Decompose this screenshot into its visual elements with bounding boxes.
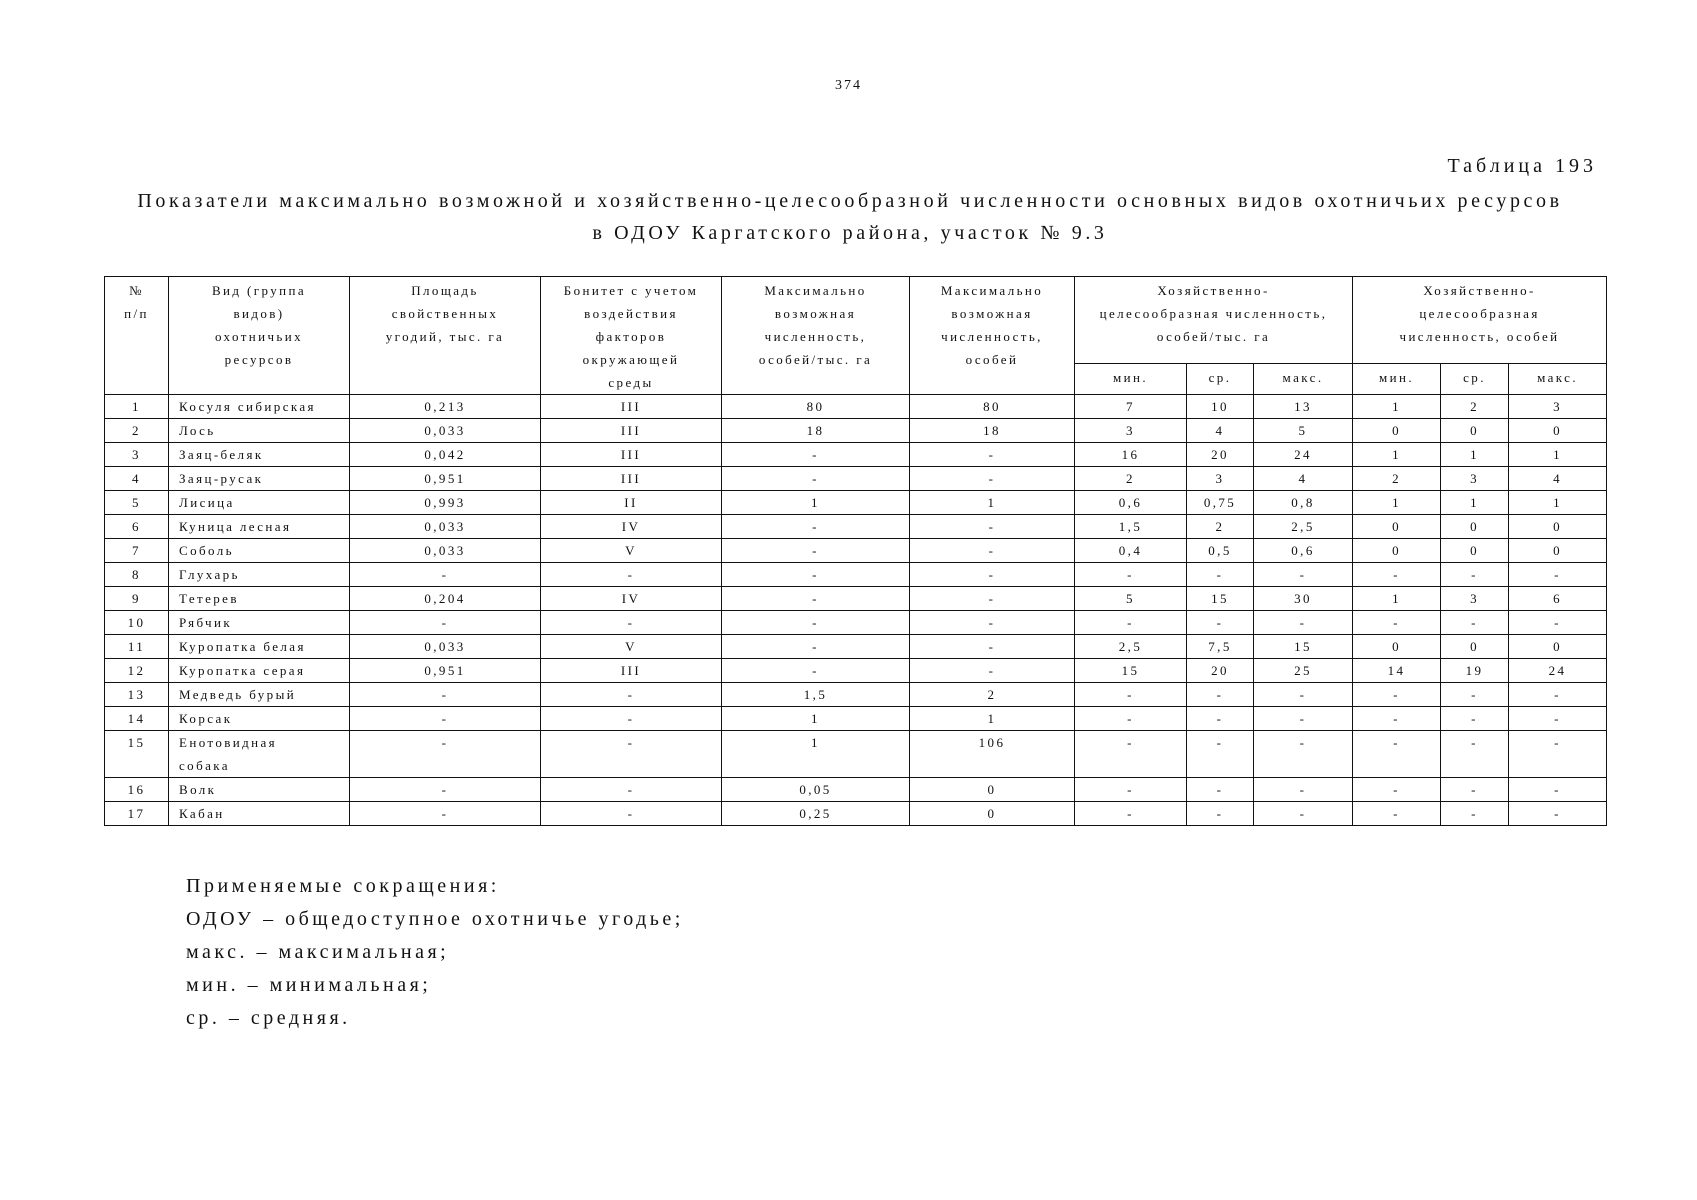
- cell-count-min: -: [1353, 563, 1441, 587]
- text-line: Площадь: [411, 283, 479, 298]
- cell-count-min: 0: [1353, 515, 1441, 539]
- notes-item: макс. – максимальная;: [186, 941, 450, 963]
- cell-density-min: -: [1075, 563, 1187, 587]
- cell-max-count: -: [910, 659, 1075, 683]
- cell-max-density: -: [722, 563, 910, 587]
- cell-count-min: 2: [1353, 467, 1441, 491]
- cell-bonitet: III: [541, 659, 722, 683]
- text-line: численность, особей: [1399, 329, 1560, 344]
- cell-max-density: 1: [722, 707, 910, 731]
- cell-density-avg: 4: [1187, 419, 1254, 443]
- text-line: ресурсов: [224, 352, 294, 367]
- cell-max-count: -: [910, 611, 1075, 635]
- cell-number: 17: [105, 802, 169, 826]
- cell-count-avg: 3: [1441, 467, 1509, 491]
- cell-max-density: -: [722, 659, 910, 683]
- table-body: [105, 395, 1607, 826]
- table-row: [105, 419, 1607, 443]
- notes-item: ОДОУ – общедоступное охотничье угодье;: [186, 908, 684, 930]
- cell-number: 9: [105, 587, 169, 611]
- text-line: Соболь: [179, 543, 234, 558]
- cell-species-name: [169, 802, 350, 826]
- cell-density-max: -: [1254, 778, 1353, 802]
- cell-density-avg: -: [1187, 707, 1254, 731]
- cell-max-density: 1: [722, 491, 910, 515]
- cell-density-min: 5: [1075, 587, 1187, 611]
- cell-density-max: 24: [1254, 443, 1353, 467]
- cell-count-min: -: [1353, 683, 1441, 707]
- cell-density-avg: -: [1187, 731, 1254, 778]
- cell-count-max: -: [1509, 707, 1607, 731]
- cell-count-avg: -: [1441, 802, 1509, 826]
- cell-count-min: 1: [1353, 491, 1441, 515]
- cell-count-avg: 0: [1441, 419, 1509, 443]
- text-line: численность,: [764, 329, 867, 344]
- cell-density-min: 2: [1075, 467, 1187, 491]
- cell-number: 1: [105, 395, 169, 419]
- cell-number: 7: [105, 539, 169, 563]
- table-row: [105, 635, 1607, 659]
- table-row: [105, 395, 1607, 419]
- cell-bonitet: -: [541, 707, 722, 731]
- cell-count-min: 0: [1353, 635, 1441, 659]
- cell-density-min: -: [1075, 802, 1187, 826]
- cell-max-count: 0: [910, 802, 1075, 826]
- cell-number: 10: [105, 611, 169, 635]
- cell-species-name: [169, 611, 350, 635]
- cell-density-min: 7: [1075, 395, 1187, 419]
- text-line: Максимально: [764, 283, 867, 298]
- table-row: [105, 683, 1607, 707]
- cell-bonitet: IV: [541, 587, 722, 611]
- table-row: [105, 563, 1607, 587]
- text-line: факторов: [595, 329, 667, 344]
- cell-area: 0,213: [350, 395, 541, 419]
- cell-species-name: [169, 563, 350, 587]
- cell-count-max: 0: [1509, 515, 1607, 539]
- cell-bonitet: -: [541, 611, 722, 635]
- cell-max-count: -: [910, 443, 1075, 467]
- cell-species-name: [169, 587, 350, 611]
- text-line: п/п: [124, 306, 149, 321]
- text-line: угодий, тыс. га: [385, 329, 505, 344]
- table-header: [105, 277, 1607, 395]
- table-label: Таблица 193: [1447, 155, 1597, 177]
- cell-bonitet: III: [541, 419, 722, 443]
- cell-bonitet: V: [541, 635, 722, 659]
- cell-bonitet: III: [541, 395, 722, 419]
- cell-density-avg: 3: [1187, 467, 1254, 491]
- cell-area: 0,951: [350, 659, 541, 683]
- table-row: [105, 778, 1607, 802]
- cell-count-avg: 1: [1441, 443, 1509, 467]
- text-line: Енотовидная: [179, 735, 278, 750]
- cell-number: 3: [105, 443, 169, 467]
- cell-density-max: 0,8: [1254, 491, 1353, 515]
- text-line: Заяц-беляк: [179, 447, 264, 462]
- cell-number: 13: [105, 683, 169, 707]
- notes-item: ср. – средняя.: [186, 1007, 351, 1029]
- subheader-count-max: макс.: [1509, 363, 1607, 394]
- text-line: воздействия: [584, 306, 678, 321]
- cell-count-avg: 0: [1441, 635, 1509, 659]
- table-row: [105, 659, 1607, 683]
- cell-density-min: 0,6: [1075, 491, 1187, 515]
- cell-max-density: -: [722, 587, 910, 611]
- table-row: [105, 491, 1607, 515]
- subheader-density-avg: ср.: [1187, 363, 1254, 394]
- cell-species-name: [169, 778, 350, 802]
- cell-density-min: 16: [1075, 443, 1187, 467]
- cell-bonitet: -: [541, 778, 722, 802]
- text-line: особей: [965, 352, 1019, 367]
- table-row: [105, 443, 1607, 467]
- table-row: [105, 515, 1607, 539]
- cell-max-count: 1: [910, 491, 1075, 515]
- cell-density-avg: -: [1187, 563, 1254, 587]
- text-line: Косуля сибирская: [179, 399, 316, 414]
- cell-density-max: -: [1254, 563, 1353, 587]
- text-line: Рябчик: [179, 615, 233, 630]
- table-row: [105, 467, 1607, 491]
- cell-species-name: [169, 395, 350, 419]
- cell-max-density: -: [722, 611, 910, 635]
- cell-density-min: -: [1075, 778, 1187, 802]
- cell-density-max: 25: [1254, 659, 1353, 683]
- cell-count-avg: 19: [1441, 659, 1509, 683]
- cell-bonitet: III: [541, 443, 722, 467]
- header-max-count: [910, 277, 1075, 395]
- cell-area: 0,033: [350, 539, 541, 563]
- cell-bonitet: V: [541, 539, 722, 563]
- cell-area: -: [350, 683, 541, 707]
- text-line: Глухарь: [179, 567, 240, 582]
- cell-count-avg: 0: [1441, 515, 1509, 539]
- cell-area: 0,033: [350, 419, 541, 443]
- text-line: численность,: [941, 329, 1043, 344]
- text-line: Куропатка белая: [179, 639, 306, 654]
- text-line: №: [129, 283, 144, 298]
- cell-count-avg: -: [1441, 707, 1509, 731]
- cell-bonitet: II: [541, 491, 722, 515]
- cell-area: -: [350, 611, 541, 635]
- cell-count-max: -: [1509, 802, 1607, 826]
- text-line: Вид (группа: [211, 283, 307, 298]
- cell-density-min: 3: [1075, 419, 1187, 443]
- header-rational-density: [1075, 277, 1353, 364]
- cell-density-max: 13: [1254, 395, 1353, 419]
- text-line: Кабан: [179, 806, 225, 821]
- cell-max-density: -: [722, 443, 910, 467]
- cell-species-name: [169, 515, 350, 539]
- cell-max-density: -: [722, 635, 910, 659]
- text-line: Корсак: [179, 711, 233, 726]
- cell-area: -: [350, 802, 541, 826]
- table-title-line-1: Показатели максимально возможной и хозяйственно-целесообразной численности основных видов охотничьих ресурсов: [137, 190, 1563, 212]
- cell-count-max: -: [1509, 778, 1607, 802]
- cell-count-avg: 2: [1441, 395, 1509, 419]
- cell-density-avg: -: [1187, 778, 1254, 802]
- cell-density-avg: 2: [1187, 515, 1254, 539]
- cell-area: -: [350, 707, 541, 731]
- cell-count-min: 1: [1353, 587, 1441, 611]
- text-line: возможная: [774, 306, 857, 321]
- cell-max-count: 1: [910, 707, 1075, 731]
- cell-density-max: -: [1254, 611, 1353, 635]
- text-line: окружающей: [582, 352, 680, 367]
- cell-area: -: [350, 778, 541, 802]
- cell-count-avg: -: [1441, 611, 1509, 635]
- table-title-line-2: в ОДОУ Каргатского района, участок № 9.3: [592, 222, 1108, 244]
- cell-count-min: 0: [1353, 419, 1441, 443]
- cell-count-max: 0: [1509, 419, 1607, 443]
- cell-number: 5: [105, 491, 169, 515]
- cell-max-count: -: [910, 587, 1075, 611]
- cell-bonitet: -: [541, 731, 722, 778]
- table-row: [105, 731, 1607, 778]
- text-line: видов): [233, 306, 285, 321]
- text-line: среды: [608, 375, 654, 390]
- cell-density-avg: 10: [1187, 395, 1254, 419]
- text-line: Хозяйственно-: [1423, 283, 1536, 298]
- text-line: Заяц-русак: [179, 471, 264, 486]
- cell-max-count: -: [910, 515, 1075, 539]
- text-line: Бонитет с учетом: [563, 283, 699, 298]
- cell-density-avg: 0,5: [1187, 539, 1254, 563]
- cell-count-max: 3: [1509, 395, 1607, 419]
- cell-density-min: 15: [1075, 659, 1187, 683]
- cell-count-max: 24: [1509, 659, 1607, 683]
- cell-density-avg: 15: [1187, 587, 1254, 611]
- cell-max-count: -: [910, 635, 1075, 659]
- cell-count-avg: -: [1441, 683, 1509, 707]
- cell-bonitet: IV: [541, 515, 722, 539]
- cell-max-density: 0,25: [722, 802, 910, 826]
- text-line: Лось: [179, 423, 216, 438]
- cell-max-density: -: [722, 539, 910, 563]
- table-row: [105, 587, 1607, 611]
- header-area: [350, 277, 541, 395]
- cell-area: 0,033: [350, 635, 541, 659]
- text-line: Хозяйственно-: [1157, 283, 1270, 298]
- notes-item: мин. – минимальная;: [186, 974, 432, 996]
- cell-species-name: [169, 491, 350, 515]
- header-rational-count: [1353, 277, 1607, 364]
- cell-count-min: -: [1353, 802, 1441, 826]
- cell-density-avg: -: [1187, 683, 1254, 707]
- cell-count-max: -: [1509, 611, 1607, 635]
- cell-density-max: -: [1254, 707, 1353, 731]
- header-bonitet: [541, 277, 722, 395]
- text-line: особей/тыс. га: [1156, 329, 1271, 344]
- cell-density-max: 5: [1254, 419, 1353, 443]
- cell-density-max: -: [1254, 683, 1353, 707]
- cell-max-density: -: [722, 515, 910, 539]
- cell-count-max: 1: [1509, 443, 1607, 467]
- text-line: охотничьих: [214, 329, 304, 344]
- page-number: 374: [835, 78, 862, 93]
- cell-area: -: [350, 731, 541, 778]
- cell-count-min: 0: [1353, 539, 1441, 563]
- table-row: [105, 802, 1607, 826]
- table-row: [105, 611, 1607, 635]
- table-title: [95, 185, 1605, 249]
- text-line: целесообразная: [1419, 306, 1540, 321]
- abbreviations-notes: [186, 870, 684, 1035]
- cell-count-max: 4: [1509, 467, 1607, 491]
- cell-density-avg: 20: [1187, 659, 1254, 683]
- cell-density-min: 1,5: [1075, 515, 1187, 539]
- cell-density-max: 0,6: [1254, 539, 1353, 563]
- cell-count-max: 6: [1509, 587, 1607, 611]
- text-line: Волк: [179, 782, 217, 797]
- cell-max-count: 2: [910, 683, 1075, 707]
- cell-count-avg: -: [1441, 778, 1509, 802]
- text-line: Куница лесная: [179, 519, 292, 534]
- cell-max-count: 18: [910, 419, 1075, 443]
- cell-density-avg: -: [1187, 802, 1254, 826]
- notes-heading: Применяемые сокращения:: [186, 875, 500, 897]
- cell-density-max: 30: [1254, 587, 1353, 611]
- cell-count-min: -: [1353, 707, 1441, 731]
- text-line: свойственных: [391, 306, 499, 321]
- cell-species-name: [169, 731, 350, 778]
- cell-density-min: 0,4: [1075, 539, 1187, 563]
- cell-count-min: 1: [1353, 395, 1441, 419]
- text-line: особей/тыс. га: [758, 352, 873, 367]
- cell-count-avg: -: [1441, 563, 1509, 587]
- cell-density-max: -: [1254, 802, 1353, 826]
- header-num: [105, 277, 169, 395]
- cell-bonitet: -: [541, 563, 722, 587]
- cell-count-max: -: [1509, 731, 1607, 778]
- cell-area: 0,042: [350, 443, 541, 467]
- cell-bonitet: -: [541, 802, 722, 826]
- cell-number: 12: [105, 659, 169, 683]
- cell-density-avg: 0,75: [1187, 491, 1254, 515]
- cell-density-max: -: [1254, 731, 1353, 778]
- cell-number: 2: [105, 419, 169, 443]
- cell-density-min: -: [1075, 707, 1187, 731]
- cell-count-avg: -: [1441, 731, 1509, 778]
- cell-density-max: 4: [1254, 467, 1353, 491]
- cell-area: 0,204: [350, 587, 541, 611]
- table-row: [105, 539, 1607, 563]
- text-line: Медведь бурый: [179, 687, 297, 702]
- text-line: Лисица: [179, 495, 235, 510]
- cell-density-avg: 7,5: [1187, 635, 1254, 659]
- cell-density-min: 2,5: [1075, 635, 1187, 659]
- cell-max-count: 106: [910, 731, 1075, 778]
- cell-density-max: 15: [1254, 635, 1353, 659]
- subheader-density-min: мин.: [1075, 363, 1187, 394]
- subheader-count-min: мин.: [1353, 363, 1441, 394]
- cell-number: 11: [105, 635, 169, 659]
- cell-density-min: -: [1075, 683, 1187, 707]
- cell-density-min: -: [1075, 731, 1187, 778]
- cell-density-min: -: [1075, 611, 1187, 635]
- header-max-density: [722, 277, 910, 395]
- cell-count-min: -: [1353, 731, 1441, 778]
- cell-density-max: 2,5: [1254, 515, 1353, 539]
- cell-max-count: -: [910, 563, 1075, 587]
- text-line: собака: [179, 758, 230, 773]
- cell-density-avg: -: [1187, 611, 1254, 635]
- cell-count-min: -: [1353, 778, 1441, 802]
- cell-count-min: 1: [1353, 443, 1441, 467]
- cell-number: 15: [105, 731, 169, 778]
- cell-bonitet: -: [541, 683, 722, 707]
- cell-species-name: [169, 539, 350, 563]
- subheader-count-avg: ср.: [1441, 363, 1509, 394]
- cell-species-name: [169, 635, 350, 659]
- cell-max-count: 80: [910, 395, 1075, 419]
- cell-max-density: 18: [722, 419, 910, 443]
- cell-count-max: 0: [1509, 539, 1607, 563]
- cell-number: 8: [105, 563, 169, 587]
- cell-area: -: [350, 563, 541, 587]
- cell-count-avg: 0: [1441, 539, 1509, 563]
- text-line: Куропатка серая: [179, 663, 306, 678]
- cell-max-density: -: [722, 467, 910, 491]
- cell-species-name: [169, 659, 350, 683]
- cell-species-name: [169, 707, 350, 731]
- cell-count-max: -: [1509, 683, 1607, 707]
- cell-number: 14: [105, 707, 169, 731]
- cell-species-name: [169, 419, 350, 443]
- cell-number: 4: [105, 467, 169, 491]
- cell-max-density: 1,5: [722, 683, 910, 707]
- table-row: [105, 707, 1607, 731]
- cell-number: 6: [105, 515, 169, 539]
- cell-area: 0,993: [350, 491, 541, 515]
- text-line: возможная: [951, 306, 1033, 321]
- cell-max-density: 0,05: [722, 778, 910, 802]
- cell-species-name: [169, 683, 350, 707]
- cell-count-max: -: [1509, 563, 1607, 587]
- text-line: Тетерев: [179, 591, 239, 606]
- cell-count-max: 0: [1509, 635, 1607, 659]
- cell-density-avg: 20: [1187, 443, 1254, 467]
- cell-count-avg: 1: [1441, 491, 1509, 515]
- cell-species-name: [169, 467, 350, 491]
- cell-max-count: -: [910, 539, 1075, 563]
- species-population-table: [104, 276, 1607, 826]
- subheader-density-max: макс.: [1254, 363, 1353, 394]
- cell-area: 0,033: [350, 515, 541, 539]
- text-line: Максимально: [940, 283, 1044, 298]
- cell-number: 16: [105, 778, 169, 802]
- cell-count-min: -: [1353, 611, 1441, 635]
- header-species: [169, 277, 350, 395]
- cell-bonitet: III: [541, 467, 722, 491]
- cell-count-avg: 3: [1441, 587, 1509, 611]
- cell-max-density: 1: [722, 731, 910, 778]
- cell-species-name: [169, 443, 350, 467]
- cell-max-count: 0: [910, 778, 1075, 802]
- text-line: целесообразная численность,: [1099, 306, 1328, 321]
- cell-area: 0,951: [350, 467, 541, 491]
- cell-count-min: 14: [1353, 659, 1441, 683]
- cell-count-max: 1: [1509, 491, 1607, 515]
- cell-max-density: 80: [722, 395, 910, 419]
- cell-max-count: -: [910, 467, 1075, 491]
